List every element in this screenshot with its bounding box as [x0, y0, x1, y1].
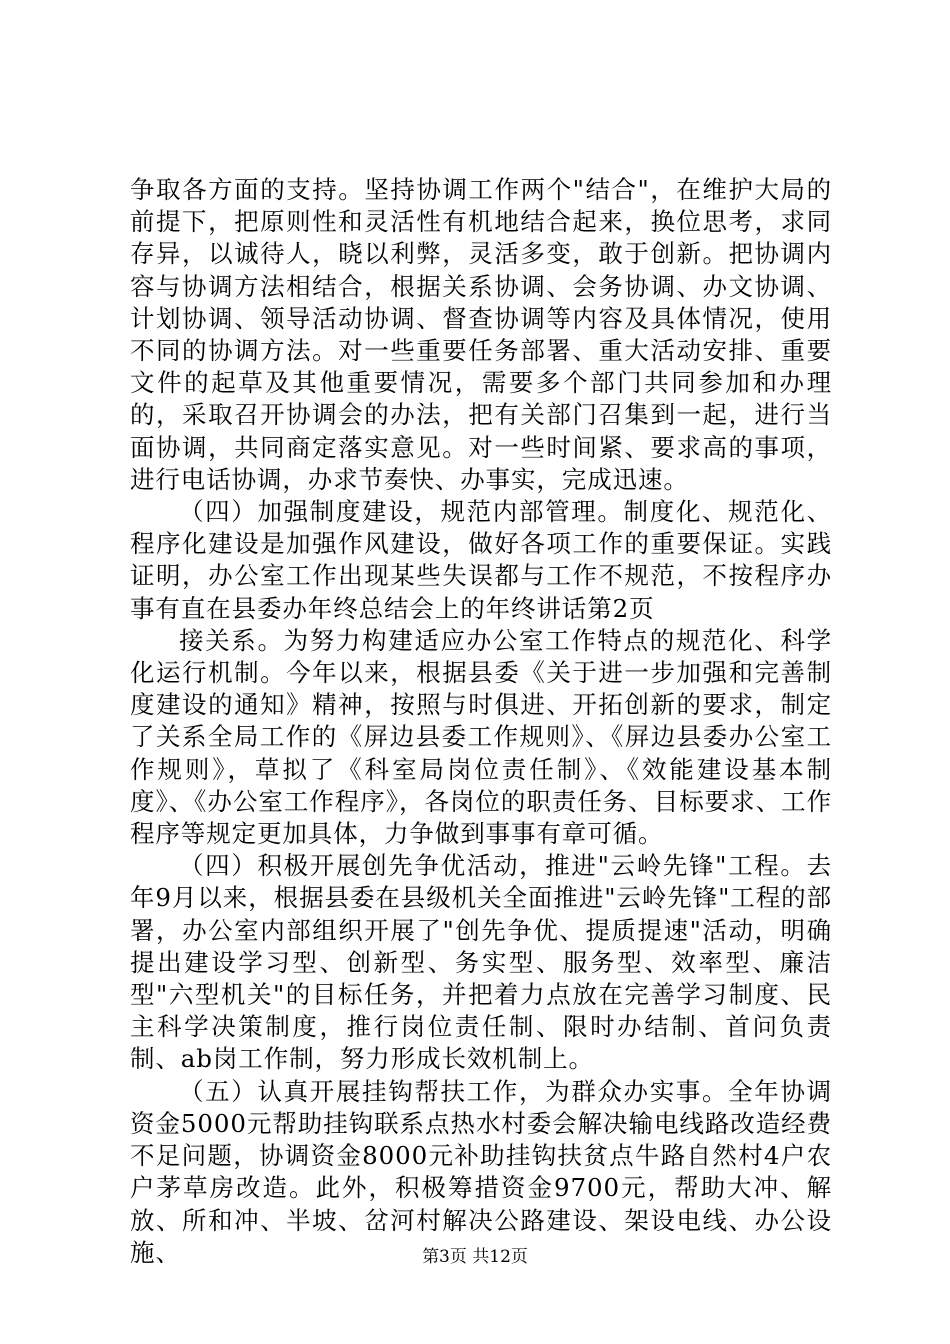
- document-body: [130, 174, 832, 1269]
- paragraph-5: （五）认真开展挂钩帮扶工作，为群众办实事。全年协调资金5000元帮助挂钩联系点热水村委会解决输电线路改造经费不足问题，协调资金8000元补助挂钩扶贫点牛路自然村4户农户茅草房改造。此外，积极筹措资金9700元，帮助大冲、解放、所和冲、半坡、岔河村解决公路建设、架设电线、办公设施、: [130, 1076, 832, 1267]
- page-footer: 第3页 共12页: [422, 1247, 528, 1267]
- paragraph-4: （四）积极开展创先争优活动，推进"云岭先锋"工程。去年9月以来，根据县委在县级机关全面推进"云岭先锋"工程的部署，办公室内部组织开展了"创先争优、提质提速"活动，明确提出建设学习型、创新型、务实型、服务型、效率型、廉洁型"六型机关"的目标任务，并把着力点放在完善学习制度、民主科学决策制度，推行岗位责任制、限时办结制、首问负责制、ab岗工作制，努力形成长效机制上。: [130, 851, 832, 1074]
- paragraph-3: 接关系。为努力构建适应办公室工作特点的规范化、科学化运行机制。今年以来，根据县委《关于进一步加强和完善制度建设的通知》精神，按照与时俱进、开拓创新的要求，制定了关系全局工作的《屏边县委工作规则》、《屏边县委办公室工作规则》，草拟了《科室局岗位责任制》、《效能建设基本制度》、《办公室工作程序》，各岗位的职责任务、目标要求、工作程序等规定更加具体，力争做到事事有章可循。: [130, 625, 832, 849]
- paragraph-1: 争取各方面的支持。坚持协调工作两个"结合"，在维护大局的前提下，把原则性和灵活性有机地结合起来，换位思考，求同存异，以诚待人，晓以利弊，灵活多变，敢于创新。把协调内容与协调方法相结合，根据关系协调、会务协调、办文协调、计划协调、领导活动协调、督查协调等内容及具体情况，使用不同的协调方法。对一些重要任务部署、重大活动安排、重要文件的起草及其他重要情况，需要多个部门共同参加和办理的，采取召开协调会的办法，把有关部门召集到一起，进行当面协调，共同商定落实意见。对一些时间紧、要求高的事项，进行电话协调，办求节奏快、办事实，完成迅速。: [130, 175, 832, 494]
- paragraph-2: （四）加强制度建设，规范内部管理。制度化、规范化、程序化建设是加强作风建设，做好各项工作的重要保证。实践证明，办公室工作出现某些失误都与工作不规范，不按程序办事有直在县委办年终总结会上的年终讲话第2页: [130, 497, 832, 623]
